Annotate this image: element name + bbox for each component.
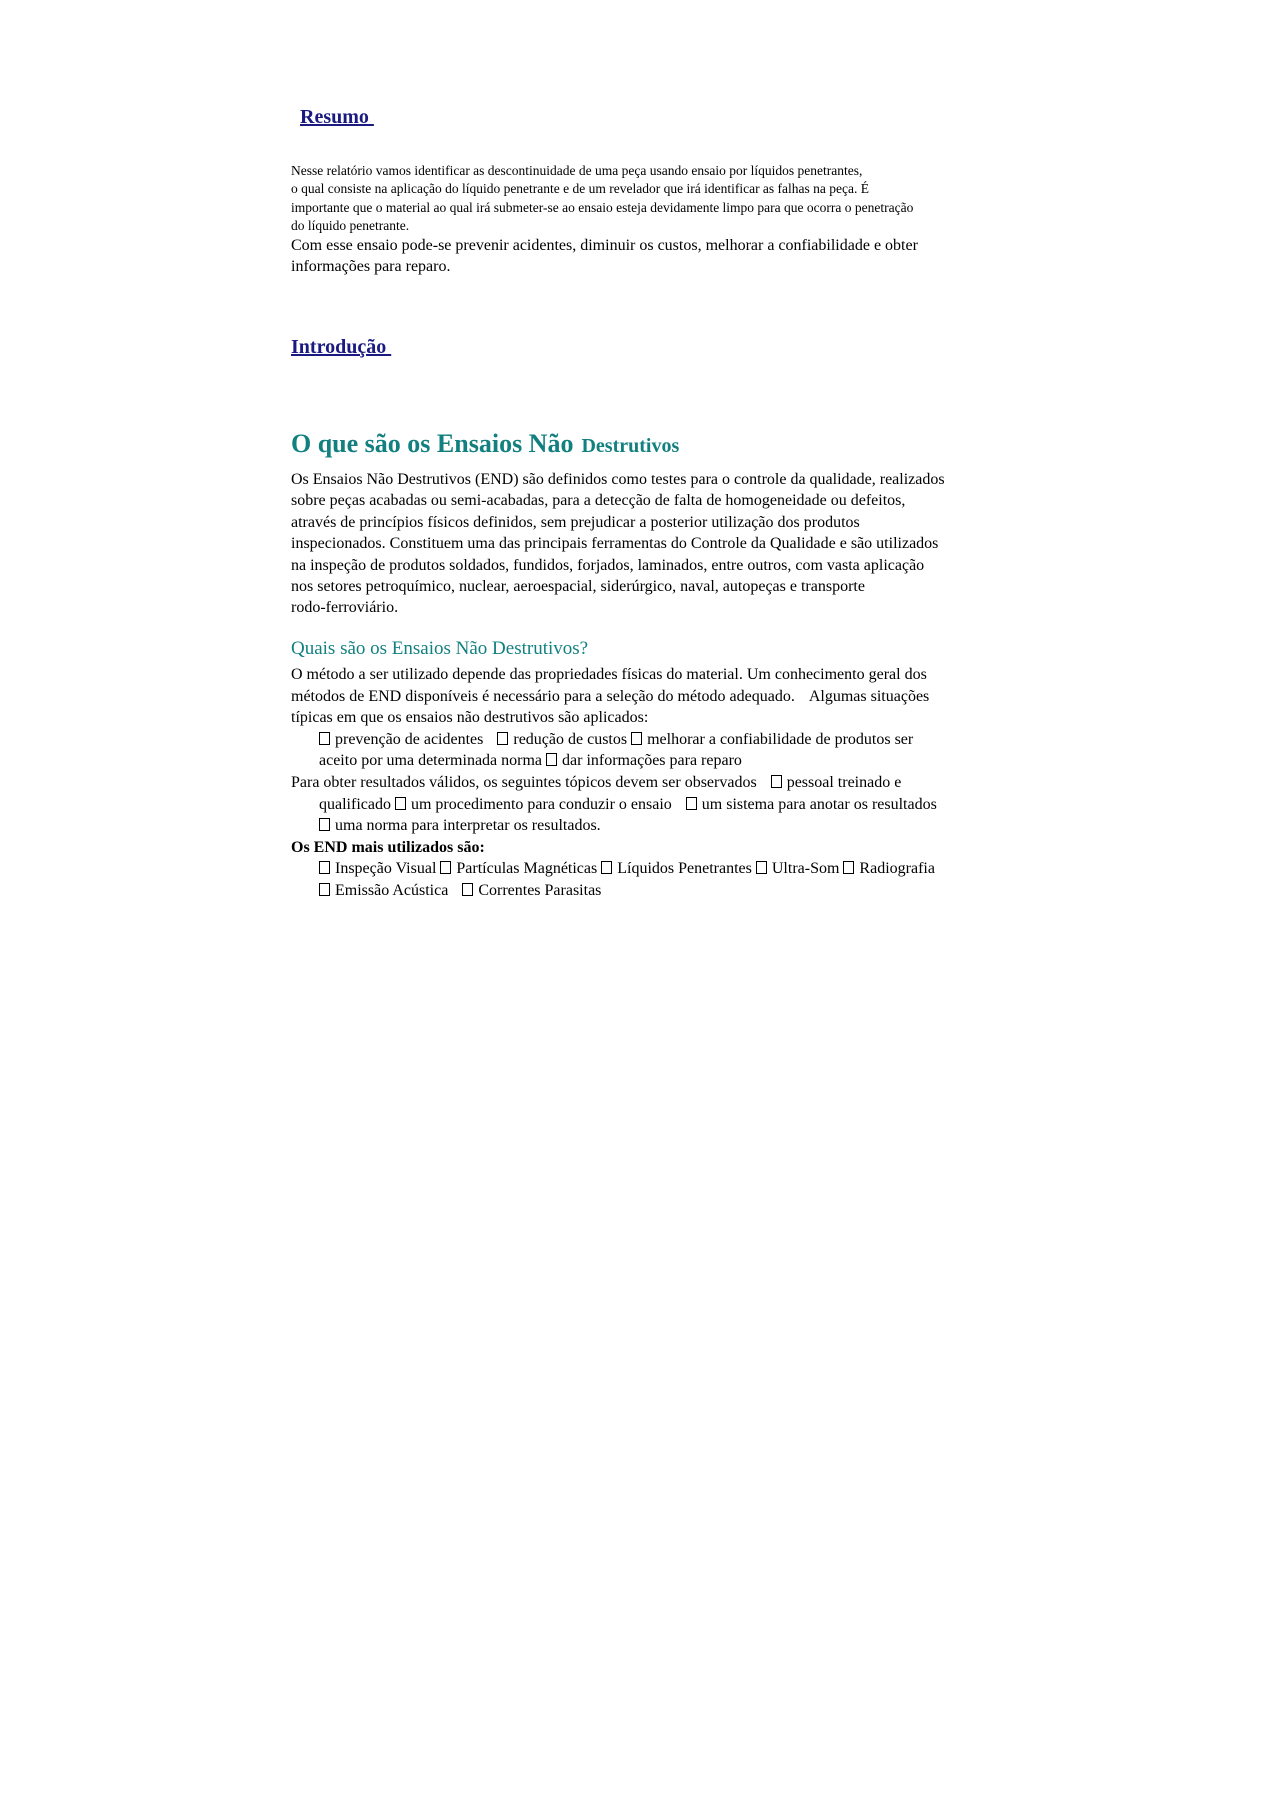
list-item: um sistema para anotar os resultados	[701, 795, 937, 813]
methods-line-1	[291, 858, 1031, 880]
text-fragment: métodos de END disponíveis é necessário para a seleção do método adequado.	[291, 687, 795, 705]
list-item: um procedimento para conduzir o ensaio	[410, 795, 672, 813]
situations-line-1	[291, 729, 1031, 751]
heading-large-part: O que são os Ensaios Não	[291, 429, 574, 458]
results-line	[291, 772, 1031, 794]
list-item: dar informações para reparo	[562, 752, 742, 770]
checkbox-icon	[546, 753, 557, 766]
text-fragment: Para obter resultados válidos, os seguintes tópicos devem ser observados	[291, 773, 757, 791]
topics-line-1	[291, 794, 1031, 816]
text-line: importante que o material ao qual irá submeter-se ao ensaio esteja devidamente limpo para que ocorra o penetração	[291, 199, 914, 215]
list-item: prevenção de acidentes	[335, 730, 484, 748]
list-item: Emissão Acústica	[335, 881, 449, 899]
list-item: Correntes Parasitas	[478, 881, 602, 899]
checkbox-icon	[756, 861, 767, 874]
checkbox-icon	[497, 732, 508, 745]
checkbox-icon	[462, 883, 473, 896]
text-line: informações para reparo.	[291, 258, 451, 275]
list-item: Ultra-Som	[771, 860, 840, 878]
topics-line-2	[291, 815, 1031, 837]
checkbox-icon	[686, 797, 697, 810]
end-section-heading	[291, 423, 679, 460]
text-line: através de princípios físicos definidos, sem prejudicar a posterior utilização dos produtos	[291, 513, 860, 531]
checkbox-icon	[631, 732, 642, 745]
text-line	[291, 686, 1031, 708]
heading-small-part: Destrutivos	[581, 435, 680, 457]
list-item: pessoal treinado e	[786, 773, 902, 791]
text-line: Com esse ensaio pode-se prevenir acidentes, diminuir os custos, melhorar a confiabilidade e obter	[291, 237, 918, 254]
checkbox-icon	[319, 861, 330, 874]
list-item: aceito por uma determinada norma	[319, 752, 543, 770]
checkbox-icon	[601, 861, 612, 874]
list-item: Partículas Magnéticas	[456, 860, 598, 878]
list-item: Líquidos Penetrantes	[617, 860, 752, 878]
resumo-big-paragraph	[291, 235, 1011, 277]
checkbox-icon	[319, 818, 330, 831]
checkbox-icon	[319, 883, 330, 896]
text-line: Nesse relatório vamos identificar as descontinuidade de uma peça usando ensaio por líquidos penetrantes,	[291, 163, 863, 178]
list-item: uma norma para interpretar os resultados.	[335, 817, 601, 835]
text-line: sobre peças acabadas ou semi-acabadas, para a detecção de falta de homogeneidade ou defeitos,	[291, 492, 906, 510]
introducao-heading: Introdução	[291, 336, 392, 358]
checkbox-icon	[843, 861, 854, 874]
text-line: O método a ser utilizado depende das propriedades físicas do material. Um conhecimento geral dos	[291, 666, 927, 683]
checkbox-icon	[395, 797, 406, 810]
text-line: na inspeção de produtos soldados, fundidos, forjados, laminados, entre outros, com vasta aplicação	[291, 556, 925, 574]
methods-line-2	[291, 880, 1031, 902]
quais-content	[291, 664, 1031, 902]
text-line: Os Ensaios Não Destrutivos (END) são definidos como testes para o controle da qualidade, realizados	[291, 471, 945, 488]
text-line: inspecionados. Constituem uma das principais ferramentas do Controle da Qualidade e são utilizados	[291, 535, 939, 553]
text-line: rodo-ferroviário.	[291, 599, 399, 617]
resumo-heading: Resumo	[300, 106, 374, 128]
list-item: redução de custos	[513, 730, 628, 748]
checkbox-icon	[440, 861, 451, 874]
checkbox-icon	[771, 775, 782, 788]
text-fragment: Algumas situações	[808, 687, 930, 705]
list-item: melhorar a confiabilidade de produtos ser	[647, 730, 914, 748]
text-line: do líquido penetrante.	[291, 218, 410, 234]
resumo-small-paragraph	[291, 162, 1011, 236]
text-line: típicas em que os ensaios não destrutivos são aplicados:	[291, 709, 649, 727]
list-item: Inspeção Visual	[335, 860, 437, 878]
text-line: o qual consiste na aplicação do líquido penetrante e de um revelador que irá identificar as falhas na peça. É	[291, 181, 870, 197]
quais-heading: Quais são os Ensaios Não Destrutivos?	[291, 638, 589, 659]
end-definition-paragraph	[291, 469, 1031, 619]
checkbox-icon	[319, 732, 330, 745]
situations-line-2	[291, 750, 1031, 772]
list-item: qualificado	[319, 795, 391, 813]
list-item: Radiografia	[859, 860, 935, 878]
most-used-heading: Os END mais utilizados são:	[291, 838, 485, 856]
text-line: nos setores petroquímico, nuclear, aeroespacial, siderúrgico, naval, autopeças e transporte	[291, 578, 865, 596]
